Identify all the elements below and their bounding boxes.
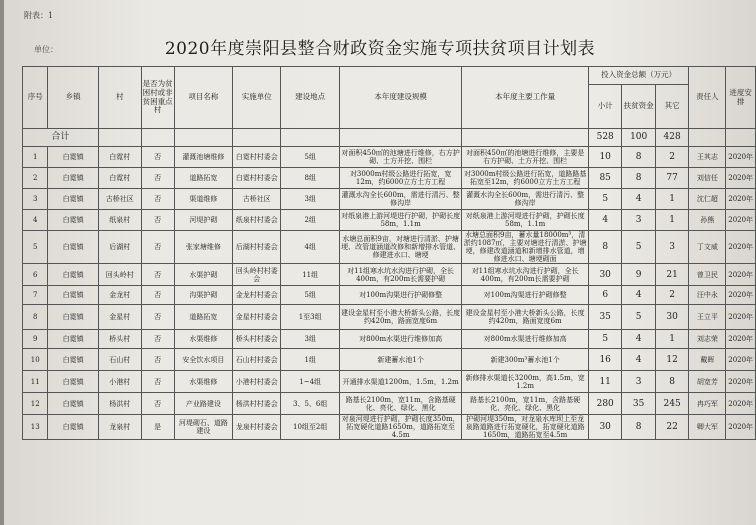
row-implementer: 纸泉村村委会	[233, 210, 281, 231]
table-row	[23, 371, 756, 393]
row-schedule: 2020年	[726, 210, 756, 231]
row-town: 白霓镇	[48, 189, 98, 210]
row-subtotal: 6	[588, 286, 621, 305]
row-poor-flag: 否	[141, 393, 174, 415]
row-poor-flag: 是	[141, 415, 174, 440]
row-responsible: 王其志	[689, 147, 726, 168]
row-no: 6	[23, 264, 48, 286]
row-subtotal: 4	[588, 210, 621, 231]
unit-label: 单位：	[34, 45, 58, 54]
row-poverty-funds: 8	[622, 415, 655, 440]
row-village: 小港村	[98, 371, 141, 393]
row-town: 白霓镇	[48, 264, 98, 286]
row-scale: 开通排水渠道1200m，1.5m，1.2m	[339, 371, 461, 393]
row-poverty-funds: 4	[622, 330, 655, 349]
table-row	[23, 264, 756, 286]
table-row	[23, 147, 756, 168]
row-responsible: 沈仁超	[689, 189, 726, 210]
row-subtotal: 5	[588, 189, 621, 210]
row-poverty-funds: 8	[622, 147, 655, 168]
row-project-name: 灌溉池塘维修	[174, 147, 232, 168]
row-responsible: 刘志荣	[689, 330, 726, 349]
row-poor-flag: 否	[141, 305, 174, 330]
row-no: 11	[23, 371, 48, 393]
row-poor-flag: 否	[141, 330, 174, 349]
row-subtotal: 280	[588, 393, 621, 415]
row-village: 纸泉村	[98, 210, 141, 231]
row-village: 石山村	[98, 349, 141, 371]
row-project-name: 沟渠护砌	[174, 286, 232, 305]
row-no: 4	[23, 210, 48, 231]
row-no: 5	[23, 231, 48, 264]
row-poverty-funds: 4	[622, 286, 655, 305]
table-row	[23, 168, 756, 189]
row-project-name: 水渠维修	[174, 371, 232, 393]
row-village: 回头岭村	[98, 264, 141, 286]
row-no: 8	[23, 305, 48, 330]
row-project-name: 水渠维修	[174, 330, 232, 349]
row-no: 9	[23, 330, 48, 349]
row-location: 2组	[281, 210, 339, 231]
row-town: 白霓镇	[48, 210, 98, 231]
row-location: 1至3组	[281, 305, 339, 330]
row-responsible: 刘信任	[689, 168, 726, 189]
row-scale: 灌溉水沟全长600m，需进行清污、整修沟岸	[339, 189, 461, 210]
header-subtotal: 小计	[588, 85, 621, 129]
row-village: 杨洪村	[98, 393, 141, 415]
row-responsible: 丁文威	[689, 231, 726, 264]
row-poverty-funds: 8	[622, 168, 655, 189]
row-subtotal: 35	[588, 305, 621, 330]
row-implementer: 石山村村委会	[233, 349, 281, 371]
row-schedule: 2020年	[726, 371, 756, 393]
header-no: 序号	[23, 67, 48, 129]
row-town: 白霓镇	[48, 330, 98, 349]
page-title: 2020年度崇阳县整合财政资金实施专项扶贫项目计划表	[164, 39, 596, 59]
row-location: 8组	[281, 168, 339, 189]
row-responsible: 曾卫民	[689, 264, 726, 286]
totals-subtotal: 528	[588, 129, 621, 147]
row-schedule: 2020年	[726, 189, 756, 210]
row-workload: 灌溉水沟全长600m，需进行清污、整修沟岸	[462, 189, 589, 210]
row-poor-flag: 否	[141, 189, 174, 210]
row-schedule: 2020年	[726, 393, 756, 415]
row-location: 5组	[281, 286, 339, 305]
row-other: 12	[655, 349, 688, 371]
row-schedule: 2020年	[726, 231, 756, 264]
row-implementer: 白霓村村委会	[233, 168, 281, 189]
row-poor-flag: 否	[141, 371, 174, 393]
table-row	[23, 349, 756, 371]
row-poverty-funds: 4	[622, 349, 655, 371]
row-workload: 护砌河堤350m，对龙泉水库坝上至龙泉路道路进行拓宽硬化，拓宽硬化道路1650m，道路拓宽至4.5m	[462, 415, 589, 440]
row-implementer: 白霓村村委会	[233, 147, 281, 168]
document-page	[4, 0, 756, 525]
row-responsible: 冉巧军	[689, 393, 726, 415]
row-poor-flag: 否	[141, 264, 174, 286]
row-location: 11组	[281, 264, 339, 286]
row-project-name: 产业路建设	[174, 393, 232, 415]
header-poor-village: 是否为贫困村或非贫困重点村	[141, 67, 174, 129]
row-poverty-funds: 5	[622, 231, 655, 264]
header-other: 其它	[655, 85, 688, 129]
row-scale: 路基长2100m，宽11m，含路基硬化、亮化、绿化、黑化	[339, 393, 461, 415]
row-poor-flag: 否	[141, 168, 174, 189]
header-implementer: 实施单位	[233, 67, 281, 129]
table-row	[23, 415, 756, 440]
row-subtotal: 85	[588, 168, 621, 189]
row-village: 白霓村	[98, 147, 141, 168]
row-responsible: 孙熊	[689, 210, 726, 231]
row-other: 3	[655, 231, 688, 264]
row-schedule: 2020年	[726, 286, 756, 305]
header-poverty-funds: 扶贫资金	[622, 85, 655, 129]
row-scale: 对泉河堤进行护砌，护砌长度350m，拓宽硬化道路1650m，道路拓宽至4.5m	[339, 415, 461, 440]
row-no: 1	[23, 147, 48, 168]
row-schedule: 2020年	[726, 168, 756, 189]
header-town: 乡镇	[48, 67, 98, 129]
row-implementer: 桥头村村委会	[233, 330, 281, 349]
row-workload: 新修排水渠道长3200m，高1.5m，宽1.2m	[462, 371, 589, 393]
row-schedule: 2020年	[726, 415, 756, 440]
header-project-name: 项目名称	[174, 67, 232, 129]
row-responsible: 汪中永	[689, 286, 726, 305]
row-implementer: 古桥社区	[233, 189, 281, 210]
row-poverty-funds: 3	[622, 371, 655, 393]
row-village: 龙泉村	[98, 415, 141, 440]
row-implementer: 金龙村村委会	[233, 286, 281, 305]
row-poor-flag: 否	[141, 286, 174, 305]
row-implementer: 回头岭村村委会	[233, 264, 281, 286]
header-workload: 本年度主要工作量	[462, 67, 589, 129]
row-village: 白霓村	[98, 168, 141, 189]
row-project-name: 道路拓宽	[174, 305, 232, 330]
row-town: 白霓镇	[48, 286, 98, 305]
table-row	[23, 393, 756, 415]
row-poor-flag: 否	[141, 231, 174, 264]
row-workload: 对纸泉港上游河堤进行护砌，护砌长度58m，1.1m	[462, 210, 589, 231]
project-plan-table	[22, 66, 756, 440]
row-other: 2	[655, 147, 688, 168]
row-workload: 水塘总面积9亩，蓄水量18000m³，清淤约1087㎡，主要对塘进行清淤、护塘埂，修建改道涵道和新增排水管道，增修进水口、塘埂砌面	[463, 231, 587, 264]
row-no: 2	[23, 168, 48, 189]
header-responsible: 责任人	[689, 67, 726, 129]
row-workload: 对11组寒水坑水沟进行护砌，全长400m，有200m长需要护砌	[462, 264, 589, 286]
row-subtotal: 5	[588, 330, 621, 349]
row-other: 245	[655, 393, 688, 415]
row-scale: 对800m水渠进行维修加高	[339, 330, 461, 349]
row-poor-flag: 否	[141, 349, 174, 371]
row-no: 13	[23, 415, 48, 440]
row-project-name: 张家塘维修	[174, 231, 232, 264]
row-project-name: 安全饮水项目	[174, 349, 232, 371]
row-schedule: 2020年	[726, 305, 756, 330]
row-other: 30	[655, 305, 688, 330]
row-implementer: 小港村村委会	[233, 371, 281, 393]
totals-poverty-funds: 100	[622, 129, 655, 147]
row-other: 21	[655, 264, 688, 286]
row-no: 12	[23, 393, 48, 415]
row-subtotal: 10	[588, 147, 621, 168]
row-implementer: 金星村村委会	[233, 305, 281, 330]
row-workload: 对3000m村级公路进行拓宽，道路路基拓宽至12m，约6000立方土方工程	[462, 168, 589, 189]
row-scale: 建设金星村至小港大桥新头公路，长度约420m，路面宽度6m	[339, 305, 461, 330]
row-other: 1	[655, 189, 688, 210]
row-project-name: 渠道维修	[174, 189, 232, 210]
row-poverty-funds: 35	[622, 393, 655, 415]
row-scale: 对纸泉港上游河堤进行护砌，护砌长度58m，1.1m	[339, 210, 461, 231]
row-town: 白霓镇	[48, 371, 98, 393]
row-responsible: 王立平	[689, 305, 726, 330]
row-poverty-funds: 5	[622, 305, 655, 330]
row-workload: 新建300m³蓄水池1个	[462, 349, 589, 371]
row-other: 1	[655, 210, 688, 231]
row-poverty-funds: 9	[622, 264, 655, 286]
row-town: 白霓镇	[48, 415, 98, 440]
row-schedule: 2020年	[726, 147, 756, 168]
totals-row	[23, 129, 756, 147]
row-town: 白霓镇	[48, 168, 98, 189]
row-project-name: 河堤砌石、道路建设	[174, 415, 232, 440]
table-row	[23, 305, 756, 330]
row-workload: 对800m水渠进行维修加高	[462, 330, 589, 349]
row-village: 金星村	[98, 305, 141, 330]
row-schedule: 2020年	[726, 330, 756, 349]
attachment-label: 附表：1	[24, 11, 54, 20]
row-village: 古桥社区	[98, 189, 141, 210]
row-village: 桥头村	[98, 330, 141, 349]
row-village: 后湖村	[98, 231, 141, 264]
row-location: 1~4组	[281, 371, 339, 393]
row-project-name: 道路拓宽	[174, 168, 232, 189]
row-responsible: 胡宽芳	[689, 371, 726, 393]
row-town: 白霓镇	[48, 393, 98, 415]
row-location: 3、5、6组	[281, 393, 339, 415]
row-project-name: 河堤护砌	[174, 210, 232, 231]
totals-label: 合计	[23, 129, 99, 147]
row-responsible: 卿大军	[689, 415, 726, 440]
table-row	[23, 231, 756, 264]
row-poor-flag: 否	[141, 147, 174, 168]
row-other: 77	[655, 168, 688, 189]
row-poverty-funds: 4	[622, 189, 655, 210]
row-no: 7	[23, 286, 48, 305]
row-implementer: 龙泉村村委会	[233, 415, 281, 440]
header-funds-group: 投入资金总额（万元）	[588, 67, 688, 85]
table-row	[23, 210, 756, 231]
row-schedule: 2020年	[726, 349, 756, 371]
row-other: 8	[655, 371, 688, 393]
row-location: 3组	[281, 189, 339, 210]
row-other: 2	[655, 286, 688, 305]
row-workload: 路基长2100m，宽11m，含路基硬化、亮化、绿化、黑化	[462, 393, 589, 415]
row-workload: 对100m沟渠进行护砌修整	[462, 286, 589, 305]
row-other: 22	[655, 415, 688, 440]
table-row	[23, 286, 756, 305]
row-scale: 对3000m村级公路进行拓宽，宽12m，约6000立方土方工程	[339, 168, 461, 189]
row-poverty-funds: 3	[622, 210, 655, 231]
row-subtotal: 11	[588, 371, 621, 393]
header-village: 村	[98, 67, 141, 129]
row-no: 3	[23, 189, 48, 210]
row-town: 白霓镇	[48, 305, 98, 330]
row-location: 4组	[281, 231, 339, 264]
row-subtotal: 8	[588, 231, 621, 264]
row-scale: 对面积450㎡的池塘进行维修，右方护砌、土方开挖、围栏	[339, 147, 461, 168]
row-location: 3组	[281, 330, 339, 349]
row-implementer: 后湖村村委会	[233, 231, 281, 264]
row-subtotal: 30	[588, 264, 621, 286]
row-project-name: 水渠护砌	[174, 264, 232, 286]
row-implementer: 杨洪村村委会	[233, 393, 281, 415]
header-scale: 本年度建设规模	[339, 67, 461, 129]
totals-other: 428	[655, 129, 688, 147]
row-location: 1组	[281, 349, 339, 371]
row-workload: 对面积450㎡的池塘进行维修，主要是右方护砌、土方开挖、围栏	[462, 147, 589, 168]
row-scale: 对11组寒水坑水沟进行护砌，全长400m，有200m长需要护砌	[339, 264, 461, 286]
row-location: 10组至2组	[281, 415, 339, 440]
row-no: 10	[23, 349, 48, 371]
table-row	[23, 189, 756, 210]
row-village: 金龙村	[98, 286, 141, 305]
row-other: 1	[655, 330, 688, 349]
row-subtotal: 30	[588, 415, 621, 440]
row-poor-flag: 否	[141, 210, 174, 231]
table-row	[23, 330, 756, 349]
row-scale: 对100m沟渠进行护砌修整	[339, 286, 461, 305]
row-town: 白霓镇	[48, 231, 98, 264]
row-location: 5组	[281, 147, 339, 168]
row-scale: 水塘总面积9亩，对塘进行清淤、护塘埂、改管道涵道改修和新增排水管道、修建进水口、塘埂	[339, 231, 461, 264]
row-town: 白霓镇	[48, 147, 98, 168]
header-location: 建设地点	[281, 67, 339, 129]
row-responsible: 戴晖	[689, 349, 726, 371]
header-schedule: 进度安排	[726, 67, 756, 129]
row-scale: 新建蓄水池1个	[339, 349, 461, 371]
row-schedule: 2020年	[726, 264, 756, 286]
row-workload: 建设金星村至小港大桥新头公路，长度约420m，路面宽度6m	[462, 305, 589, 330]
row-subtotal: 16	[588, 349, 621, 371]
row-town: 白霓镇	[48, 349, 98, 371]
